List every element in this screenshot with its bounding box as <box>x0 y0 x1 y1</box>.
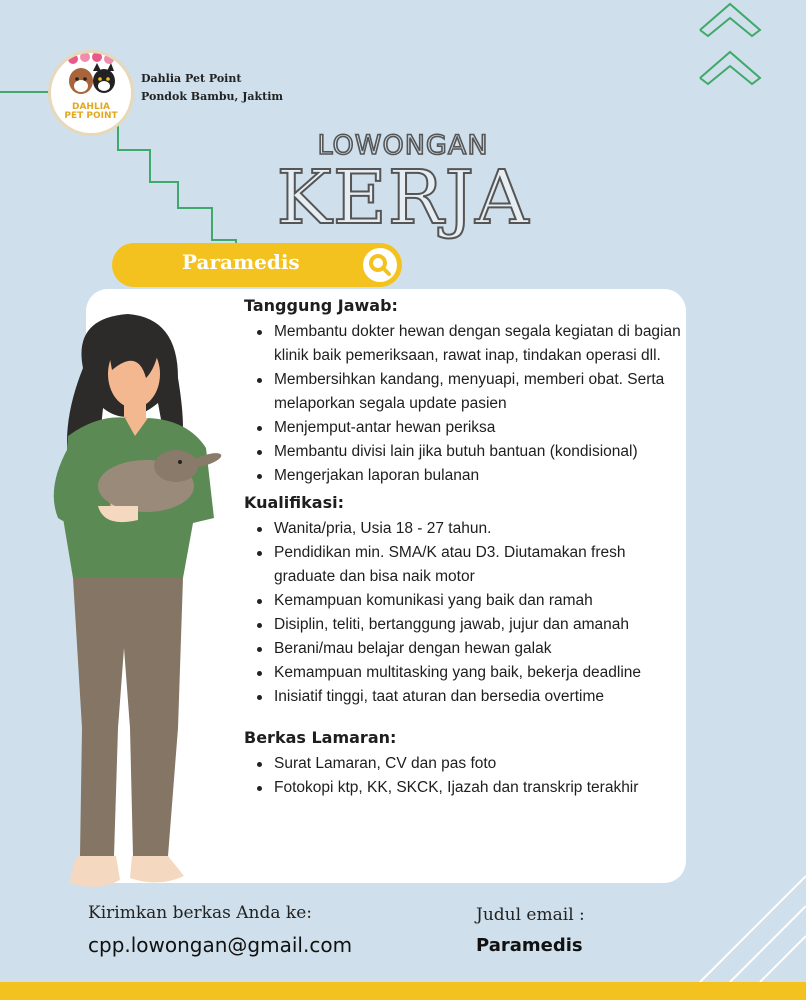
list-item: Menjemput-antar hewan periksa <box>244 416 684 440</box>
dog-cat-icon <box>51 53 131 103</box>
documents-list <box>244 752 684 800</box>
position-label: Paramedis <box>182 250 300 274</box>
chevron-up-icon <box>700 4 760 36</box>
brand-logo <box>48 50 134 136</box>
list-item: Membersihkan kandang, menyuapi, memberi obat. Serta melaporkan segala update pasien <box>244 368 684 416</box>
responsibilities-title: Tanggung Jawab: <box>244 296 398 315</box>
send-label: Kirimkan berkas Anda ke: <box>88 903 312 923</box>
brand-location: Pondok Bambu, Jaktim <box>141 90 284 103</box>
responsibilities-list <box>244 320 684 488</box>
brand-info <box>141 70 283 106</box>
search-icon <box>363 248 397 282</box>
list-item: Berani/mau belajar dengan hewan galak <box>244 637 684 661</box>
brand-name: Dahlia Pet Point <box>141 72 242 85</box>
qualifications-list <box>244 517 684 709</box>
logo-text-line-1: DAHLIA <box>71 102 111 112</box>
title-lowongan: LOWONGAN <box>317 130 489 161</box>
documents-title: Berkas Lamaran: <box>244 728 397 747</box>
contact-section <box>88 903 352 957</box>
list-item: Kemampuan multitasking yang baik, bekerja deadline <box>244 661 684 685</box>
list-item: Mengerjakan laporan bulanan <box>244 464 684 488</box>
list-item: Wanita/pria, Usia 18 - 27 tahun. <box>244 517 684 541</box>
list-item: Kemampuan komunikasi yang baik dan ramah <box>244 589 684 613</box>
logo-wordmark <box>51 103 131 121</box>
list-item: Membantu divisi lain jika butuh bantuan (kondisional) <box>244 440 684 464</box>
list-item: Disiplin, teliti, bertanggung jawab, jujur dan amanah <box>244 613 684 637</box>
subject-section <box>476 905 585 956</box>
list-item: Membantu dokter hewan dengan segala kegiatan di bagian klinik baik pemeriksaan, rawat inap, tindakan operasi dll. <box>244 320 684 368</box>
list-item: Fotokopi ktp, KK, SKCK, Ijazah dan transkrip terakhir <box>244 776 684 800</box>
subject-label: Judul email : <box>476 905 585 925</box>
list-item: Surat Lamaran, CV dan pas foto <box>244 752 684 776</box>
list-item: Pendidikan min. SMA/K atau D3. Diutamakan fresh graduate dan bisa naik motor <box>244 541 684 589</box>
qualifications-title: Kualifikasi: <box>244 493 344 512</box>
list-item: Inisiatif tinggi, taat aturan dan bersedia overtime <box>244 685 684 709</box>
woman-holding-rabbit-illustration <box>28 308 228 908</box>
job-details <box>244 296 684 805</box>
subject-value: Paramedis <box>476 935 583 956</box>
position-pill <box>112 243 402 287</box>
contact-email[interactable]: cpp.lowongan@gmail.com <box>88 933 353 957</box>
bottom-accent-bar <box>0 982 806 1000</box>
title-kerja: KERJA <box>276 155 530 241</box>
logo-text-line-2: PET POINT <box>64 111 118 121</box>
chevron-up-icon-2 <box>700 52 760 84</box>
